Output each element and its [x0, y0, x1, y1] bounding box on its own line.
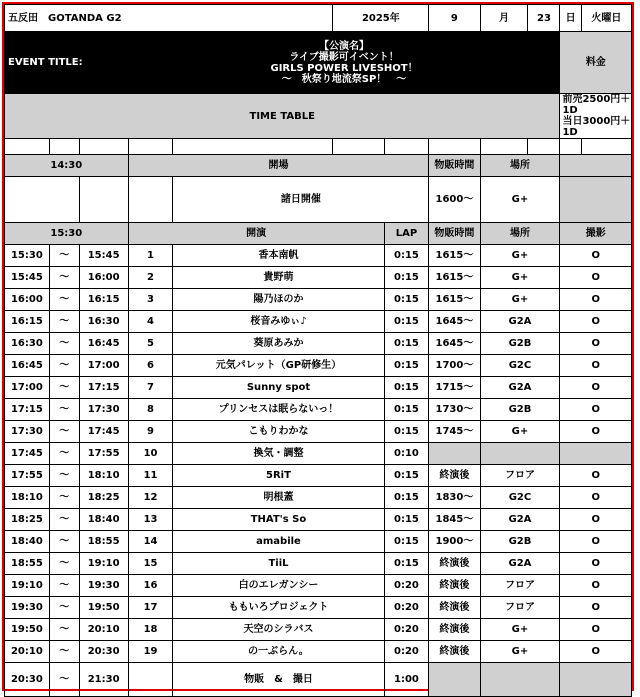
month: 9: [429, 5, 480, 32]
row-end-time: 19:10: [79, 553, 128, 575]
row-start-time: 18:10: [5, 487, 50, 509]
row-merch-time: 1615〜: [429, 245, 480, 267]
row-tilde: 〜: [49, 289, 79, 311]
row-place: G+: [480, 289, 560, 311]
row-end-time: 20:30: [79, 641, 128, 663]
row-performer: 明根蓋: [173, 487, 384, 509]
row-number: 15: [128, 553, 173, 575]
row-lap: 0:15: [384, 267, 429, 289]
row-place: フロア: [480, 465, 560, 487]
final-tilde: 〜: [49, 663, 79, 697]
row-number: 1: [128, 245, 173, 267]
row-end-time: 16:30: [79, 311, 128, 333]
row-photo: O: [560, 289, 632, 311]
row-end-time: 19:30: [79, 575, 128, 597]
final-start: 20:30: [5, 663, 50, 697]
row-performer: 天空のシラバス: [173, 619, 384, 641]
row-place: G+: [480, 245, 560, 267]
row-merch-time: 終演後: [429, 619, 480, 641]
price-advance: 前売2500円＋1D: [562, 94, 631, 116]
row-start-time: 16:45: [5, 355, 50, 377]
row-end-time: 18:55: [79, 531, 128, 553]
row-end-time: 17:30: [79, 399, 128, 421]
row-performer: プリンセスは眠らないっ！: [173, 399, 384, 421]
row-tilde: 〜: [49, 641, 79, 663]
row-place: G2A: [480, 553, 560, 575]
row-number: 4: [128, 311, 173, 333]
row-photo: O: [560, 267, 632, 289]
table-row: [5, 443, 632, 465]
row-end-time: 17:55: [79, 443, 128, 465]
row-place: G2A: [480, 509, 560, 531]
row-start-time: 17:30: [5, 421, 50, 443]
row-merch-time: 終演後: [429, 597, 480, 619]
row-number: 6: [128, 355, 173, 377]
row-merch-time: 終演後: [429, 553, 480, 575]
row-start-time: 15:30: [5, 245, 50, 267]
row-lap: 0:15: [384, 509, 429, 531]
row-photo: O: [560, 597, 632, 619]
row-number: 7: [128, 377, 173, 399]
row-performer: 換気・調整: [173, 443, 384, 465]
row-place: G+: [480, 267, 560, 289]
row-merch-time: 1830〜: [429, 487, 480, 509]
row-photo: O: [560, 377, 632, 399]
row-merch-time: [429, 443, 480, 465]
row-place: G+: [480, 421, 560, 443]
row-lap: 0:15: [384, 421, 429, 443]
row-merch-time: 1645〜: [429, 333, 480, 355]
row-lap: 0:10: [384, 443, 429, 465]
row-end-time: 18:25: [79, 487, 128, 509]
row-performer: こもりわかな: [173, 421, 384, 443]
row-number: 2: [128, 267, 173, 289]
table-row: [5, 597, 632, 619]
row-lap: 0:15: [384, 553, 429, 575]
row-merch-time: 終演後: [429, 465, 480, 487]
row-tilde: 〜: [49, 333, 79, 355]
row-end-time: 16:00: [79, 267, 128, 289]
table-row: [5, 311, 632, 333]
row-merch-time: 1900〜: [429, 531, 480, 553]
row-place: G2A: [480, 311, 560, 333]
row-place: G2B: [480, 333, 560, 355]
row-place: G2C: [480, 355, 560, 377]
table-row: [5, 465, 632, 487]
row-start-time: 16:00: [5, 289, 50, 311]
open-col-time: 物販時間: [429, 155, 480, 177]
row-place: G2B: [480, 531, 560, 553]
row-start-time: 16:30: [5, 333, 50, 355]
row-tilde: 〜: [49, 355, 79, 377]
row-number: 5: [128, 333, 173, 355]
row-performer: amabile: [173, 531, 384, 553]
row-lap: 0:15: [384, 333, 429, 355]
price-door: 当日3000円＋1D: [562, 116, 631, 138]
row-number: 16: [128, 575, 173, 597]
row-tilde: 〜: [49, 399, 79, 421]
open-col-place: 場所: [480, 155, 560, 177]
open-row: [5, 155, 632, 177]
row-lap: 0:15: [384, 399, 429, 421]
table-row: [5, 289, 632, 311]
row-tilde: 〜: [49, 531, 79, 553]
row-tilde: 〜: [49, 267, 79, 289]
row-performer: の一ぶらん。: [173, 641, 384, 663]
row-performer: 元気パレット（GP研修生）: [173, 355, 384, 377]
row-lap: 0:15: [384, 245, 429, 267]
row-start-time: 18:40: [5, 531, 50, 553]
row-performer: 桜音みゆぃ♪: [173, 311, 384, 333]
row-place: G2B: [480, 399, 560, 421]
row-place: フロア: [480, 597, 560, 619]
start-col-place: 場所: [480, 223, 560, 245]
row-merch-time: 終演後: [429, 641, 480, 663]
row-lap: 0:15: [384, 355, 429, 377]
row-performer: Sunny spot: [173, 377, 384, 399]
open-label: 開場: [128, 155, 429, 177]
row-place: [480, 443, 560, 465]
row-performer: ももいろプロジェクト: [173, 597, 384, 619]
day: 23: [528, 5, 560, 32]
row-lap: 0:15: [384, 465, 429, 487]
row-merch-time: 1645〜: [429, 311, 480, 333]
row-performer: 貴野萌: [173, 267, 384, 289]
row-place: G+: [480, 619, 560, 641]
row-photo: O: [560, 421, 632, 443]
row-lap: 0:20: [384, 641, 429, 663]
row-lap: 0:15: [384, 311, 429, 333]
row-performer: 葵原あみか: [173, 333, 384, 355]
row-merch-time: 1715〜: [429, 377, 480, 399]
row-photo: [560, 443, 632, 465]
table-row: [5, 575, 632, 597]
start-time: 15:30: [5, 223, 129, 245]
row-merch-time: 1745〜: [429, 421, 480, 443]
row-start-time: 19:50: [5, 619, 50, 641]
row-tilde: 〜: [49, 619, 79, 641]
row-number: 10: [128, 443, 173, 465]
day-label: 日: [560, 5, 581, 32]
row-end-time: 17:45: [79, 421, 128, 443]
final-name: 物販 & 撮日: [173, 663, 384, 697]
row-photo: O: [560, 509, 632, 531]
row-end-time: 18:40: [79, 509, 128, 531]
row-lap: 0:15: [384, 377, 429, 399]
table-row: [5, 421, 632, 443]
row-lap: 0:20: [384, 575, 429, 597]
row-tilde: 〜: [49, 553, 79, 575]
row-performer: TiiL: [173, 553, 384, 575]
row-photo: O: [560, 465, 632, 487]
start-label: 開演: [128, 223, 384, 245]
row-number: 9: [128, 421, 173, 443]
table-row: [5, 377, 632, 399]
pre-place: G+: [480, 177, 560, 223]
row-merch-time: 1615〜: [429, 289, 480, 311]
row-end-time: 15:45: [79, 245, 128, 267]
row-number: 18: [128, 619, 173, 641]
row-tilde: 〜: [49, 377, 79, 399]
row-performer: THAT's So: [173, 509, 384, 531]
table-row: [5, 333, 632, 355]
row-merch-time: 1615〜: [429, 267, 480, 289]
row-merch-time: 1845〜: [429, 509, 480, 531]
row-photo: O: [560, 245, 632, 267]
price-label: 料金: [560, 32, 632, 94]
final-lap: 1:00: [384, 663, 429, 697]
start-col-time: 物販時間: [429, 223, 480, 245]
row-photo: O: [560, 553, 632, 575]
table-row: [5, 399, 632, 421]
row-place: G+: [480, 641, 560, 663]
row-place: G2C: [480, 487, 560, 509]
table-row: [5, 509, 632, 531]
row-number: 11: [128, 465, 173, 487]
table-row: [5, 355, 632, 377]
row-photo: O: [560, 531, 632, 553]
row-end-time: 17:15: [79, 377, 128, 399]
final-end: 21:30: [79, 663, 128, 697]
row-photo: O: [560, 575, 632, 597]
row-number: 3: [128, 289, 173, 311]
row-end-time: 16:45: [79, 333, 128, 355]
start-lap: LAP: [384, 223, 429, 245]
row-tilde: 〜: [49, 245, 79, 267]
start-row: [5, 223, 632, 245]
row-end-time: 17:00: [79, 355, 128, 377]
row-number: 17: [128, 597, 173, 619]
row-performer: 5RiT: [173, 465, 384, 487]
row-photo: O: [560, 487, 632, 509]
table-row: [5, 487, 632, 509]
row-lap: 0:20: [384, 619, 429, 641]
row-end-time: 20:10: [79, 619, 128, 641]
timetable-label: TIME TABLE: [5, 94, 560, 139]
row-end-time: 16:15: [79, 289, 128, 311]
weekday: 火曜日: [581, 5, 631, 32]
pre-time: 1600〜: [429, 177, 480, 223]
row-tilde: 〜: [49, 465, 79, 487]
venue-name: 五反田 GOTANDA G2: [5, 5, 333, 32]
row-start-time: 17:45: [5, 443, 50, 465]
row-start-time: 15:45: [5, 267, 50, 289]
event-title-line2: ライブ撮影可イベント！: [289, 51, 399, 63]
table-row: [5, 641, 632, 663]
row-photo: O: [560, 333, 632, 355]
table-row: [5, 267, 632, 289]
event-title-label: EVENT TITLE:: [5, 32, 129, 94]
table-row: [5, 245, 632, 267]
event-title: [128, 32, 560, 94]
row-tilde: 〜: [49, 597, 79, 619]
row-number: 12: [128, 487, 173, 509]
row-end-time: 19:50: [79, 597, 128, 619]
row-number: 14: [128, 531, 173, 553]
row-photo: O: [560, 619, 632, 641]
row-performer: 白のエレガンシー: [173, 575, 384, 597]
event-title-line4: 〜 秋祭り地流祭SP！ 〜: [281, 73, 407, 85]
row-merch-time: 1730〜: [429, 399, 480, 421]
row-tilde: 〜: [49, 509, 79, 531]
row-start-time: 20:10: [5, 641, 50, 663]
year: 2025年: [333, 5, 429, 32]
row-number: 13: [128, 509, 173, 531]
event-title-line1: 【公演名】: [319, 40, 370, 52]
row-photo: O: [560, 311, 632, 333]
row-start-time: 16:15: [5, 311, 50, 333]
open-time: 14:30: [5, 155, 129, 177]
row-lap: 0:15: [384, 289, 429, 311]
row-start-time: 18:55: [5, 553, 50, 575]
row-start-time: 17:55: [5, 465, 50, 487]
row-tilde: 〜: [49, 575, 79, 597]
row-performer: 陽乃ほのか: [173, 289, 384, 311]
row-number: 8: [128, 399, 173, 421]
row-tilde: 〜: [49, 443, 79, 465]
row-photo: O: [560, 399, 632, 421]
row-performer: 香本南帆: [173, 245, 384, 267]
row-tilde: 〜: [49, 311, 79, 333]
spacer-row: [5, 139, 632, 155]
row-tilde: 〜: [49, 487, 79, 509]
row-end-time: 18:10: [79, 465, 128, 487]
row-start-time: 19:10: [5, 575, 50, 597]
final-row: [5, 663, 632, 697]
pre-label: 諸日開催: [173, 177, 429, 223]
row-lap: 0:15: [384, 487, 429, 509]
table-row: [5, 553, 632, 575]
table-row: [5, 619, 632, 641]
row-photo: O: [560, 641, 632, 663]
row-lap: 0:20: [384, 597, 429, 619]
row-merch-time: 終演後: [429, 575, 480, 597]
event-title-line3: GIRLS POWER LIVESHOT！: [270, 62, 418, 74]
row-place: G2A: [480, 377, 560, 399]
row-start-time: 17:00: [5, 377, 50, 399]
row-start-time: 17:15: [5, 399, 50, 421]
price-info: [560, 94, 632, 139]
row-tilde: 〜: [49, 421, 79, 443]
table-row: [5, 531, 632, 553]
start-col-photo: 撮影: [560, 223, 632, 245]
row-start-time: 18:25: [5, 509, 50, 531]
month-label: 月: [480, 5, 528, 32]
row-place: フロア: [480, 575, 560, 597]
row-merch-time: 1700〜: [429, 355, 480, 377]
row-lap: 0:15: [384, 531, 429, 553]
row-start-time: 19:30: [5, 597, 50, 619]
timetable: [4, 4, 632, 697]
row-photo: O: [560, 355, 632, 377]
row-number: 19: [128, 641, 173, 663]
pre-row: [5, 177, 632, 223]
